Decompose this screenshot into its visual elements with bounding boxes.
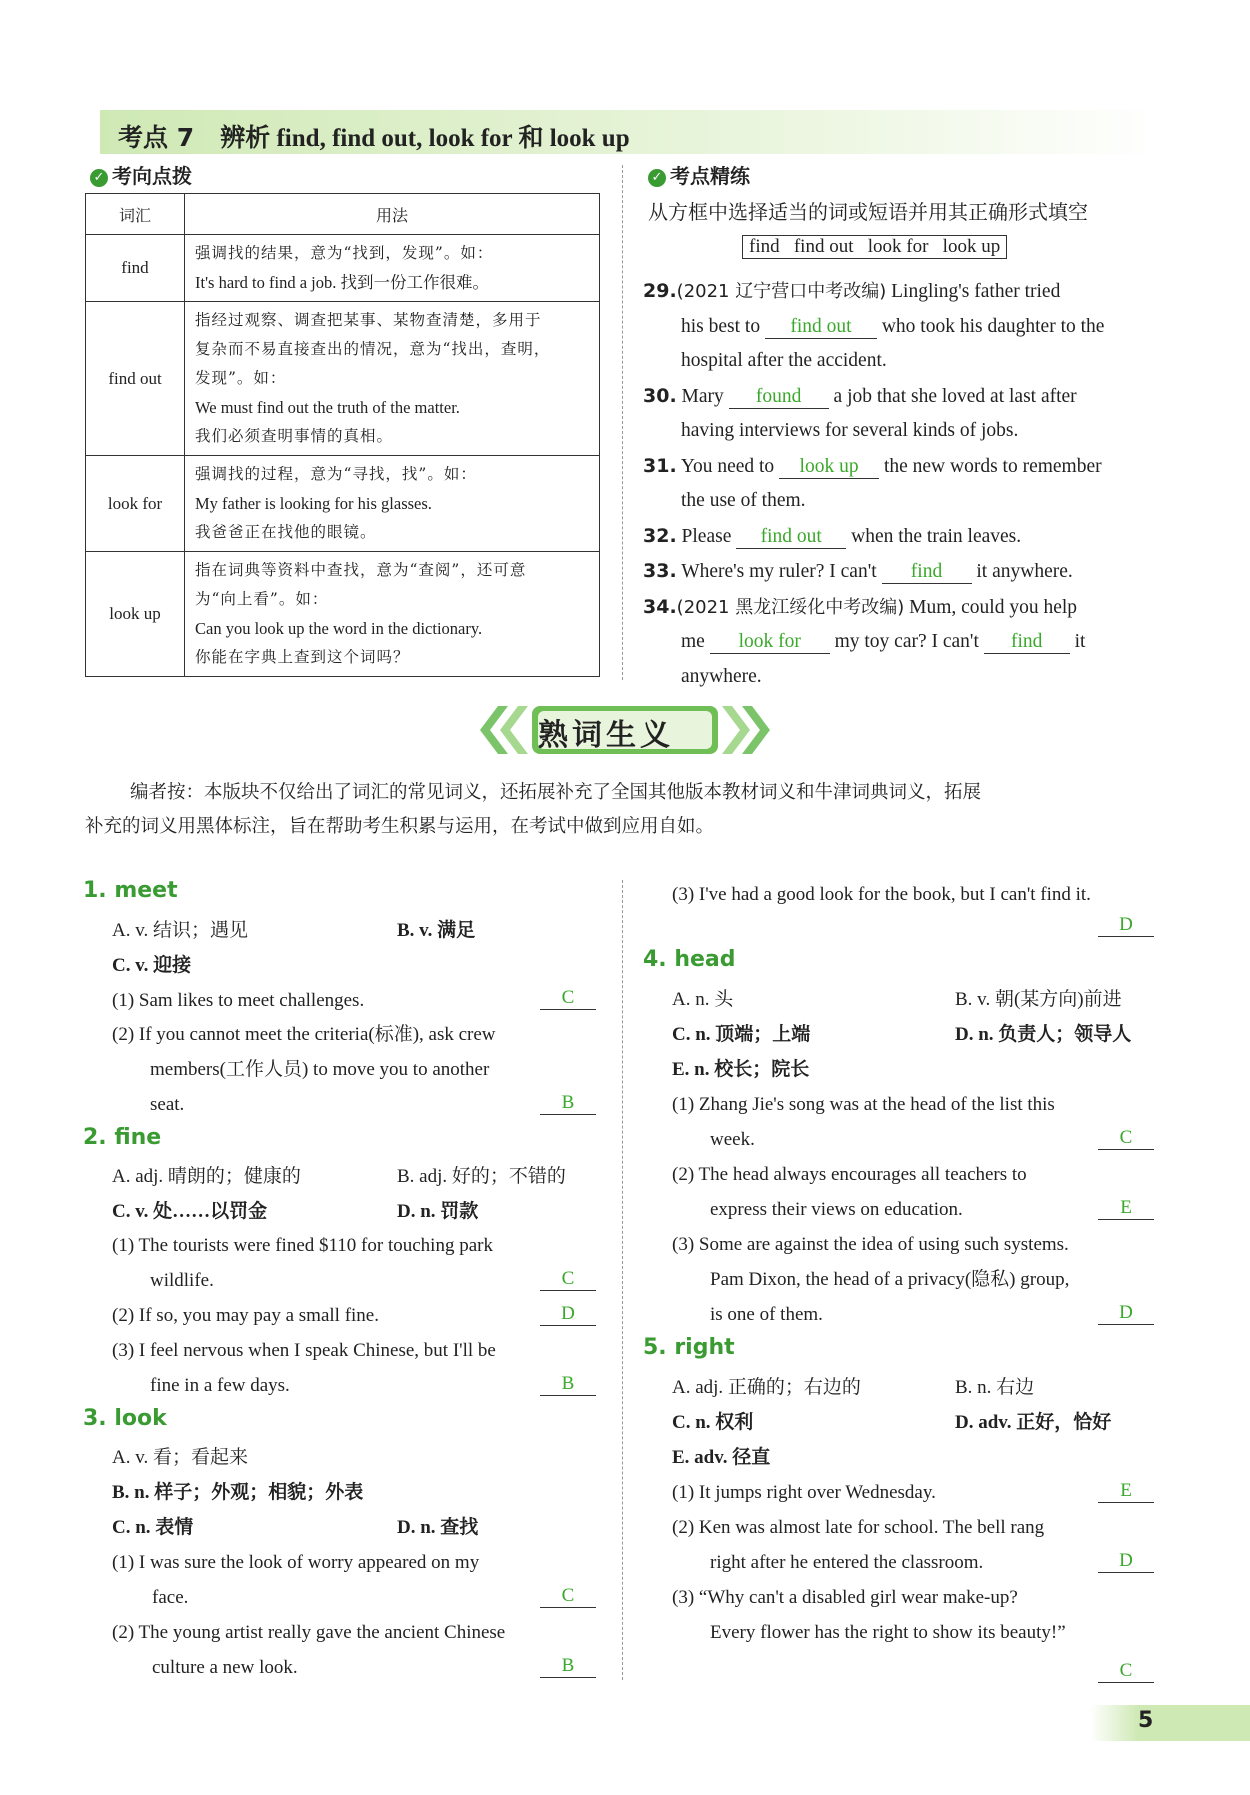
exercise-instruction: 从方框中选择适当的词或短语并用其正确形式填空 [648,200,1088,224]
question-num: 34. [643,595,677,618]
question-text: You need to [680,455,775,477]
right-head-text: 考点精练 [670,164,750,188]
question-text: the new words to remember [883,455,1102,477]
page-number-band [1090,1705,1250,1741]
option: B. v. 朝(某方向)前进 [955,989,1122,1010]
usage-line: 复杂而不易直接查出的情况，意为“找出，查明， [195,340,551,358]
sentence: (2) If you cannot meet the criteria(标准), ask crew [112,1024,496,1045]
answer-blank: look up [779,456,879,479]
option: E. n. 校长；院长 [672,1059,810,1080]
option: B. n. 右边 [955,1377,1035,1398]
question-text: having interviews for several kinds of jobs. [681,420,1019,441]
question-30 [643,379,1163,415]
question-num: 30. [643,384,677,407]
kaodian-title [118,118,630,154]
question-32 [643,519,1163,555]
answer-blank: C [540,1585,596,1608]
answer-blank: C [1098,1127,1154,1150]
question-text: anywhere. [681,665,762,687]
table-word: look up [86,552,185,677]
question-num: 31. [643,454,677,477]
answer-blank: B [540,1092,596,1115]
option: D. n. 罚款 [397,1201,479,1222]
table-header-usage: 用法 [185,194,600,235]
question-33 [643,554,1163,590]
answer-blank: find [984,631,1070,654]
kaodian-label: 考点 7 [118,123,195,152]
question-31 [643,449,1163,485]
answer-blank: E [1098,1197,1154,1220]
sentence: (3) I feel nervous when I speak Chinese, but I'll be [112,1340,496,1361]
question-text: the use of them. [681,490,806,511]
answer-blank: C [540,987,596,1010]
sentence: express their views on education. [710,1199,963,1220]
option: A. adj. 正确的；右边的 [672,1377,861,1398]
word-box: find find out look for look up [742,235,1007,259]
check-circle-icon: ✓ [648,169,666,187]
answer-blank: D [1098,1550,1154,1573]
word-title-head: 4. head [643,947,736,972]
answer-blank: find out [736,526,846,549]
usage-line: 发现”。如： [195,369,287,387]
sentence: (1) It jumps right over Wednesday. [672,1482,936,1503]
question-text: who took his daughter to the [881,315,1105,337]
banner-title: 熟词生义 [538,718,674,753]
sentence: wildlife. [150,1270,214,1291]
table-usage [185,302,600,456]
option: D. n. 查找 [397,1517,479,1538]
option: E. adv. 径直 [672,1447,771,1468]
table-row [86,235,600,302]
sentence: Pam Dixon, the head of a privacy(隐私) group, [710,1269,1070,1290]
word-title-right: 5. right [643,1335,735,1360]
question-source: (2021 辽宁营口中考改编) [676,281,887,302]
option: A. n. 头 [672,989,734,1010]
option: B. n. 样子；外观；相貌；外表 [112,1482,364,1503]
table-row [86,552,600,677]
answer-blank: E [1098,1480,1154,1503]
column-divider [622,880,623,1680]
sentence: is one of them. [710,1304,823,1325]
sentence: (2) Ken was almost late for school. The bell rang [672,1517,1045,1538]
table-header-row [86,194,600,235]
sentence: Every flower has the right to show its beauty!” [710,1622,1066,1643]
question-text: hospital after the accident. [681,350,887,371]
question-source: (2021 黑龙江绥化中考改编) [676,596,905,618]
question-text: it [1074,631,1086,652]
word-title-look: 3. look [83,1406,167,1431]
sentence: fine in a few days. [150,1375,290,1396]
exercise-list [643,274,1163,694]
table-word: look for [86,456,185,552]
answer-blank: B [540,1655,596,1678]
option: A. adj. 晴朗的；健康的 [112,1166,301,1187]
sentence: (3) “Why can't a disabled girl wear make-up? [672,1587,1018,1608]
question-text: my toy car? I can't [834,631,979,652]
question-text: when the train leaves. [851,525,1022,547]
sentence: culture a new look. [152,1657,298,1678]
usage-line: 为“向上看”。如： [195,590,329,608]
column-divider [622,165,623,680]
table-usage [185,235,600,302]
sentence: (3) I've had a good look for the book, but I can't find it. [672,884,1091,905]
answer-blank: find [882,561,972,584]
usage-line: 我爸爸正在找他的眼镜。 [195,523,377,541]
question-text: Mum, could you help [909,596,1078,618]
option: A. v. 看；看起来 [112,1447,248,1468]
usage-table [85,193,600,677]
question-num: 33. [643,560,677,582]
table-usage [185,456,600,552]
table-row [86,456,600,552]
question-29-line2 [643,310,1163,345]
sentence: face. [152,1587,189,1608]
question-text: it anywhere. [976,561,1073,582]
sentence: (2) If so, you may pay a small fine. [112,1305,379,1326]
sentence: (1) Sam likes to meet challenges. [112,990,365,1011]
editor-note-line2: 补充的词义用黑体标注，旨在帮助考生积累与运用，在考试中做到应用自如。 [85,816,715,837]
question-34-line2 [643,625,1163,660]
usage-line: 强调找的结果，意为“找到，发现”。如： [195,244,494,262]
sentence: (1) I was sure the look of worry appeared on my [112,1552,480,1573]
sentence: (1) The tourists were fined $110 for touching park [112,1235,493,1256]
answer-blank: look for [710,631,830,654]
answer-blank: D [1098,1302,1154,1325]
question-text: Please [681,525,732,547]
question-29 [643,274,1163,310]
question-text: his best to [681,315,761,337]
option: D. adv. 正好，恰好 [955,1412,1112,1433]
usage-line: 指经过观察、调查把某事、某物查清楚，多用于 [195,311,542,329]
question-34 [643,590,1163,626]
sentence: seat. [150,1094,185,1115]
option: B. v. 满足 [397,920,476,941]
table-header-word: 词汇 [86,194,185,235]
left-head-text: 考向点拨 [112,164,192,188]
answer-blank: found [729,386,829,409]
usage-line: 强调找的过程，意为“寻找，找”。如： [195,465,477,483]
sentence: (1) Zhang Jie's song was at the head of the list this [672,1094,1055,1115]
usage-line: It's hard to find a job. 找到一份工作很难。 [195,273,489,292]
question-text: a job that she loved at last after [833,385,1077,407]
table-word: find out [86,302,185,456]
usage-line: We must find out the truth of the matter. [195,398,460,417]
option: D. n. 负责人；领导人 [955,1024,1132,1045]
sentence: members(工作人员) to move you to another [150,1059,490,1080]
usage-line: 我们必须查明事情的真相。 [195,427,394,445]
question-text: me [681,631,705,652]
question-num: 29. [643,280,677,302]
page-number: 5 [1138,1708,1154,1733]
table-row [86,302,600,456]
left-section-head [90,160,192,189]
answer-blank: D [1098,914,1154,937]
table-usage [185,552,600,677]
sentence: (3) Some are against the idea of using such systems. [672,1234,1069,1255]
answer-blank: C [540,1268,596,1291]
usage-line: Can you look up the word in the dictionary. [195,619,483,638]
answer-blank: B [540,1373,596,1396]
question-text: Mary [681,385,724,407]
sentence: right after he entered the classroom. [710,1552,984,1573]
option: C. n. 权利 [672,1412,754,1433]
kaodian-heading: 辨析 find, find out, look for 和 look up [220,125,630,152]
table-word: find [86,235,185,302]
option: C. v. 处……以罚金 [112,1201,268,1222]
answer-blank: find out [765,316,877,339]
usage-line: 你能在字典上查到这个词吗？ [195,648,410,666]
sentence: (2) The young artist really gave the ancient Chinese [112,1622,506,1643]
sentence: (2) The head always encourages all teachers to [672,1164,1027,1185]
word-title-fine: 2. fine [83,1125,162,1150]
option: C. n. 表情 [112,1517,194,1538]
answer-blank: C [1098,1660,1154,1683]
option: C. v. 迎接 [112,955,192,976]
editor-note-line1: 编者按：本版块不仅给出了词汇的常见词义，还拓展补充了全国其他版本教材词义和牛津词典词义，拓展 [130,782,982,803]
usage-line: My father is looking for his glasses. [195,494,432,513]
answer-blank: D [540,1303,596,1326]
question-text: Lingling's father tried [891,281,1061,302]
check-circle-icon: ✓ [90,169,108,187]
option: C. n. 顶端；上端 [672,1024,811,1045]
question-text: Where's my ruler? I can't [681,561,877,582]
option: B. adj. 好的；不错的 [397,1166,566,1187]
word-title-meet: 1. meet [83,878,178,903]
right-section-head [648,160,750,189]
question-num: 32. [643,524,677,547]
sentence: week. [710,1129,755,1150]
usage-line: 指在词典等资料中查找，意为“查阅”，还可意 [195,561,527,579]
option: A. v. 结识；遇见 [112,920,248,941]
